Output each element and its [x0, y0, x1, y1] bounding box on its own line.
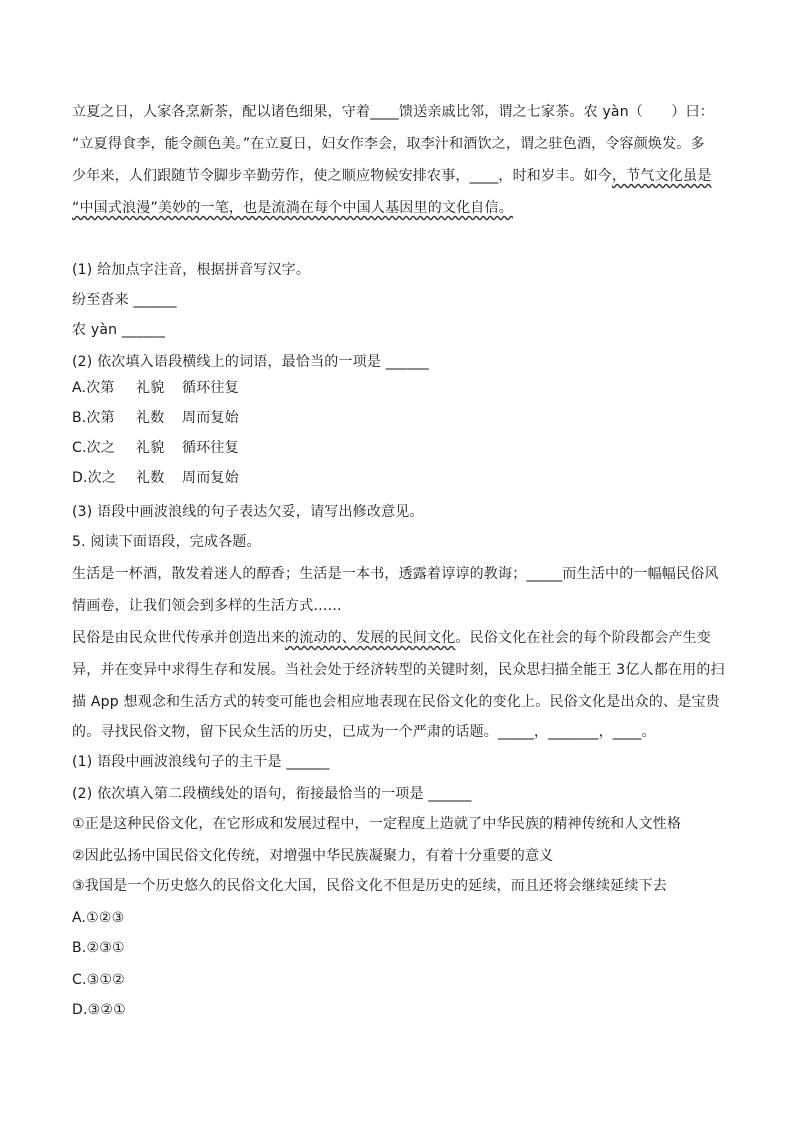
passage-line: 情画卷，让我们领会到多样的生活方式……	[72, 598, 342, 614]
option-letter-word: C.次之	[72, 440, 116, 456]
option-word: 礼数	[136, 470, 165, 486]
passage-line: “立夏得食李，能令颜色美。”在立夏日，妇女作李会，取李汁和酒饮之，谓之驻色酒，令容颜焕发。多	[72, 136, 705, 152]
option-word: 周而复始	[182, 410, 239, 426]
option-word: 循环往复	[182, 440, 239, 456]
option-letter-word: B.次第	[72, 410, 115, 426]
answer-item: 纷至沓来 ______	[72, 292, 177, 308]
wavy-underlined-text: 的流动的、发展的民间文化	[285, 630, 456, 646]
passage-line: 的。寻找民俗文物，留下民众生活的历史，已成为一个严肃的话题。_____，_______，____。	[72, 724, 656, 740]
choice-option: B.②③①	[72, 940, 125, 956]
question-prompt: (3) 语段中画波浪线的句子表达欠妥，请写出修改意见。	[72, 504, 424, 520]
option-row	[72, 408, 239, 428]
choice-option: A.①②③	[72, 910, 125, 926]
option-word: 周而复始	[182, 470, 239, 486]
sentence-option: ②因此弘扬中国民俗文化传统，对增强中华民族凝聚力，有着十分重要的意义	[72, 848, 554, 864]
question-prompt: (2) 依次填入第二段横线处的语句，衔接最恰当的一项是 ______	[72, 786, 472, 802]
passage-line: 异，并在变异中求得生存和发展。当社会处于经济转型的关键时刻，民众思扫描全能王 3亿人都在用的扫	[72, 662, 725, 678]
option-row	[72, 378, 239, 398]
option-word: 礼数	[136, 410, 165, 426]
passage-text: 。民俗文化在社会的每个阶段都会产生变	[455, 630, 712, 646]
wavy-underlined-text: ，节气文化虽是	[612, 168, 712, 184]
section-heading: 5. 阅读下面语段，完成各题。	[72, 534, 261, 550]
option-row	[72, 438, 239, 458]
choice-option: D.③②①	[72, 1002, 126, 1018]
question-prompt: (1) 语段中画波浪线句子的主干是 ______	[72, 754, 330, 770]
question-prompt: (1) 给加点字注音，根据拼音写汉字。	[72, 262, 311, 278]
sentence-option: ③我国是一个历史悠久的民俗文化大国，民俗文化不但是历史的延续，而且还将会继续延续下去	[72, 878, 667, 894]
passage-text: 民俗是由民众世代传承并创造出来	[72, 630, 285, 646]
option-word: 循环往复	[182, 380, 239, 396]
passage-line: 生活是一杯酒，散发着迷人的醇香；生活是一本书，透露着谆谆的教诲；_____而生活中的一幅幅民俗风	[72, 566, 719, 582]
passage-text: 少年来，人们跟随节令脚步辛勤劳作，使之顺应物候安排农事，____，时和岁丰。如今	[72, 168, 612, 184]
passage-line: 立夏之日，人家各烹新茶，配以诸色细果，守着____馈送亲戚比邻，谓之七家茶。农 yàn（ ）曰：	[72, 104, 714, 120]
option-row	[72, 468, 239, 488]
option-word: 礼貌	[136, 380, 165, 396]
passage-line	[72, 166, 711, 186]
sentence-option: ①正是这种民俗文化，在它形成和发展过程中，一定程度上造就了中华民族的精神传统和人文性格	[72, 816, 682, 832]
passage-line	[72, 628, 711, 648]
question-prompt: (2) 依次填入语段横线上的词语，最恰当的一项是 ______	[72, 354, 429, 370]
passage-line	[72, 198, 513, 218]
option-letter-word: D.次之	[72, 470, 117, 486]
passage-line: 描 App 想观念和生活方式的转变可能也会相应地表现在民俗文化的变化上。民俗文化是出众的、是宝贵	[72, 694, 720, 710]
choice-option: C.③①②	[72, 972, 125, 988]
option-letter-word: A.次第	[72, 380, 115, 396]
option-word: 礼貌	[136, 440, 165, 456]
wavy-underlined-text: “中国式浪漫”美妙的一笔，也是流淌在每个中国人基因里的文化自信。	[72, 200, 513, 216]
answer-item: 农 yàn ______	[72, 322, 166, 338]
